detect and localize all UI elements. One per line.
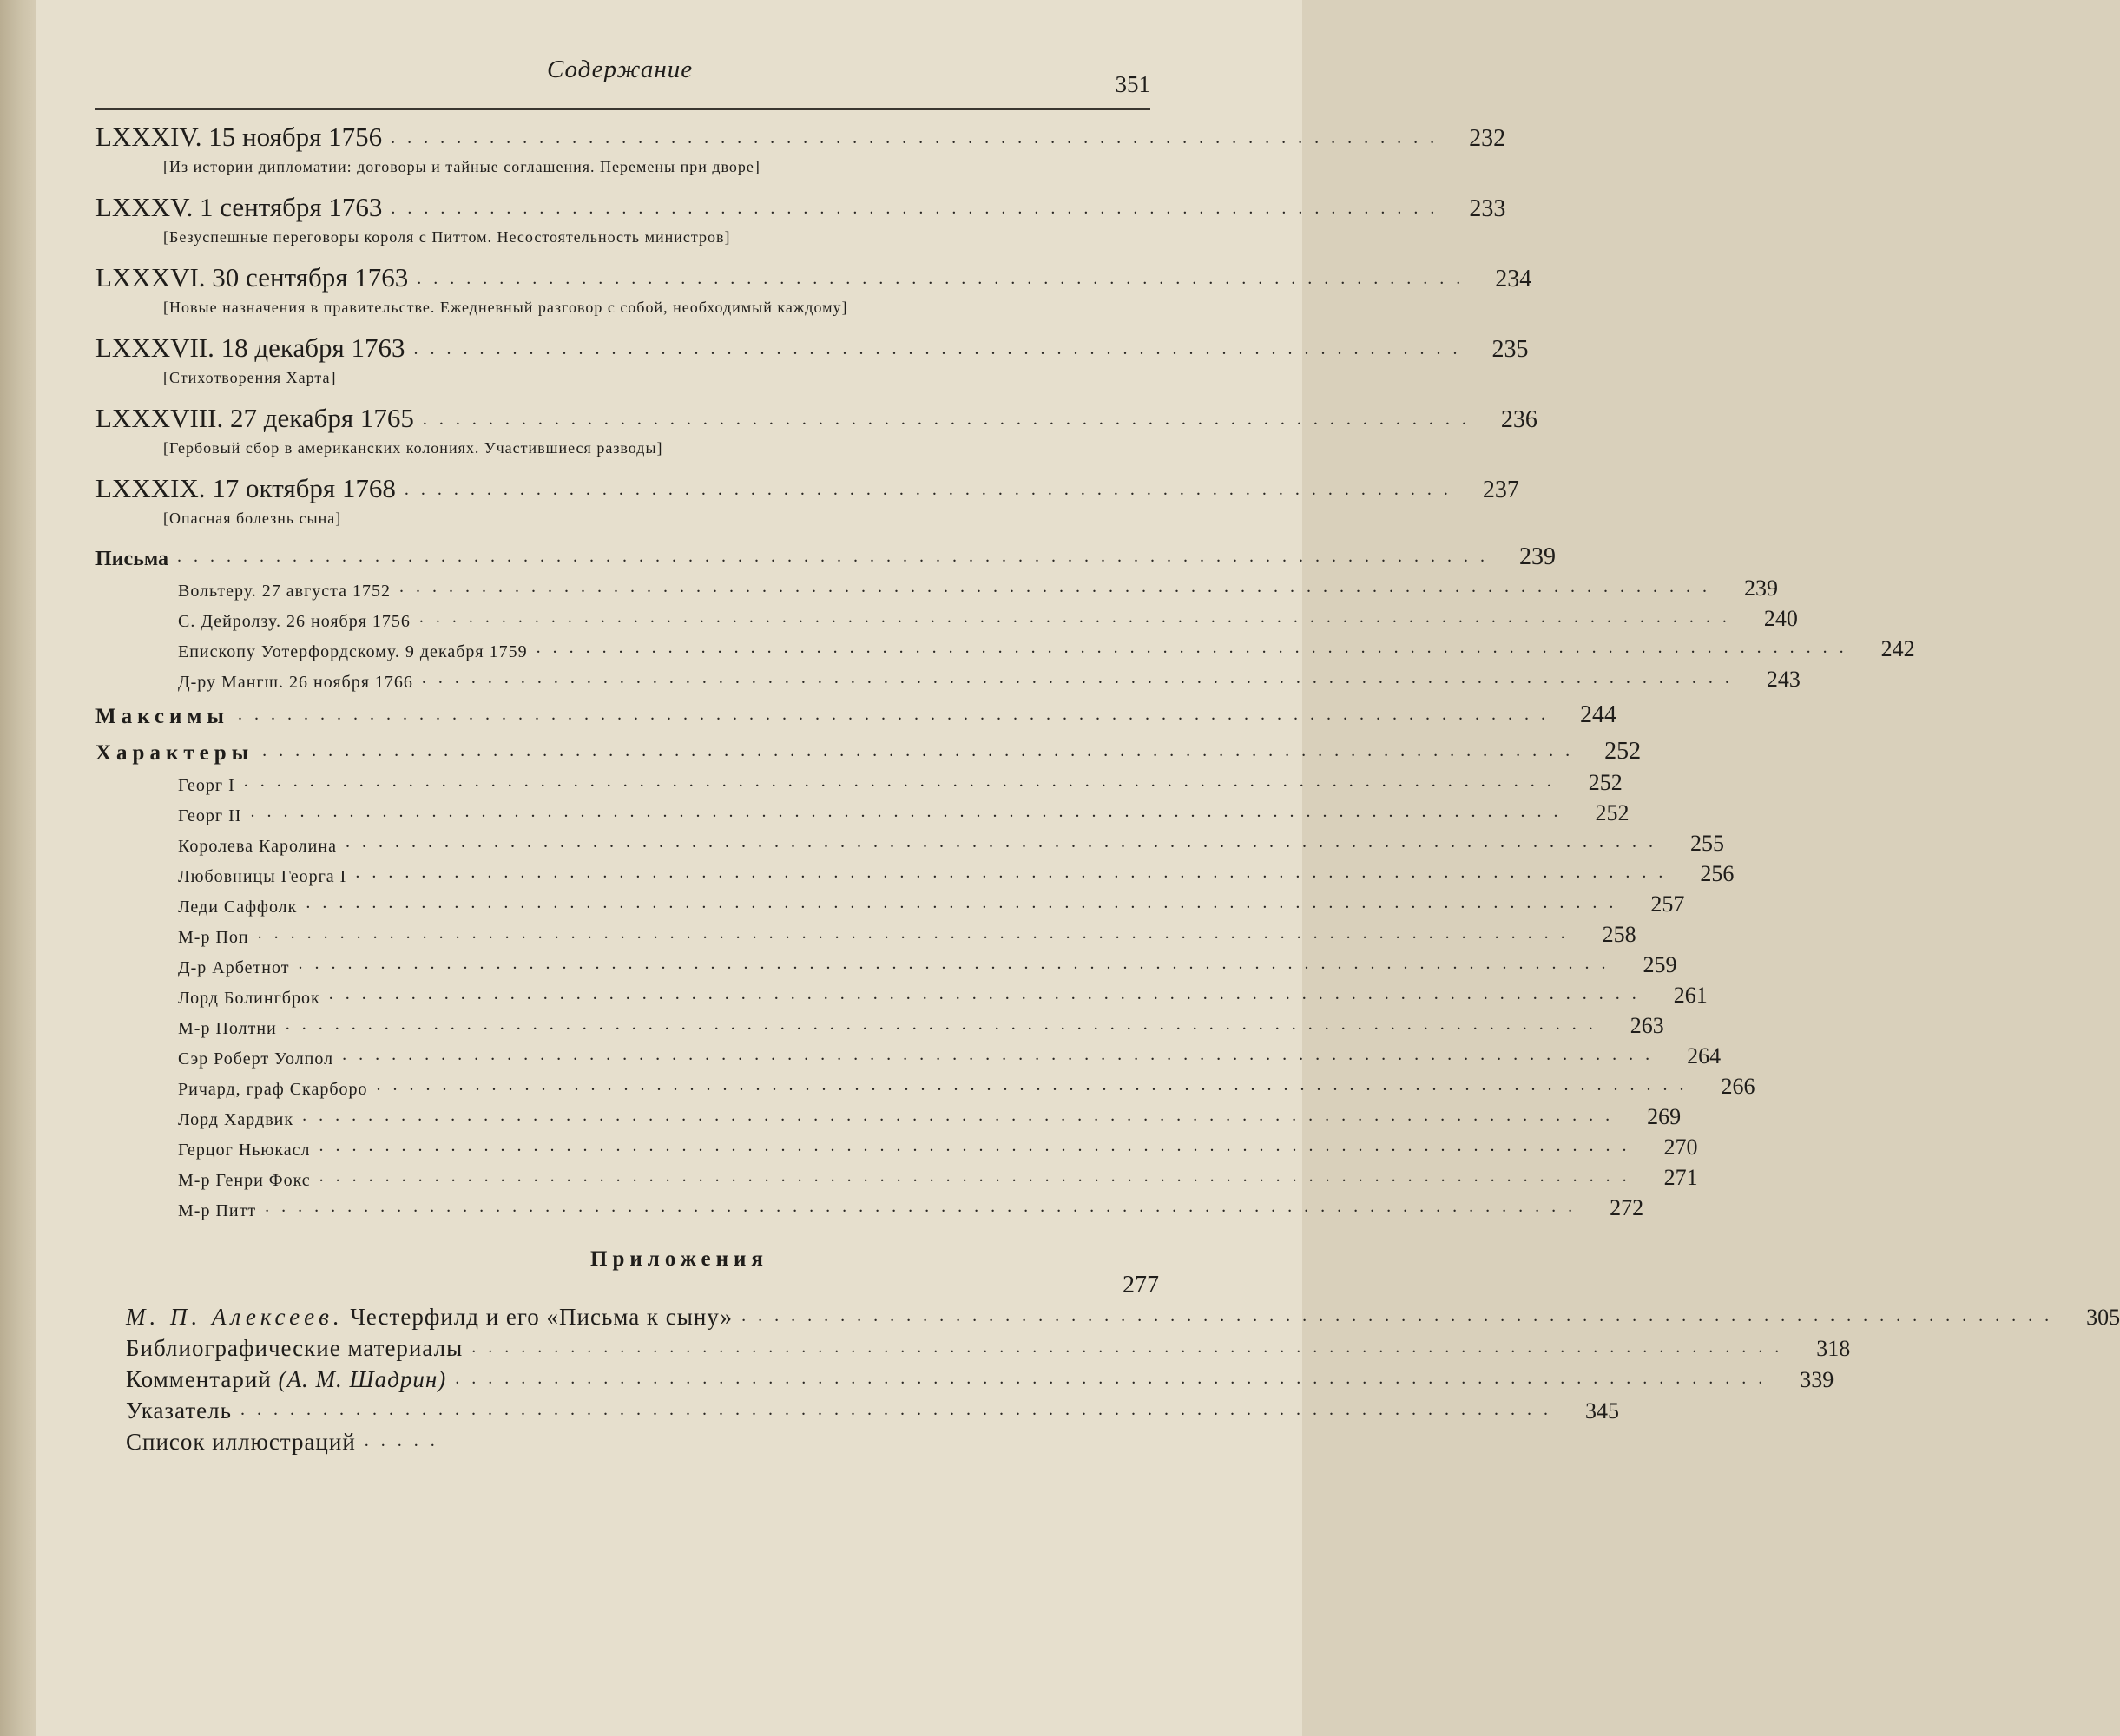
letter-title: LXXXV. 1 сентября 1763 [95,192,383,222]
subentry-page: 266 [1721,1074,1755,1099]
toc-subentry [178,571,1779,602]
letter-page: 234 [1495,266,1532,293]
appendix-title: Честерфилд и его «Письма к сыну» [350,1304,734,1330]
subentry-page: 239 [1744,575,1779,601]
toc-appendix-entry [126,1299,2120,1331]
dot-leader: ................................................................ [391,199,1447,218]
toc-subentry [178,1039,1722,1069]
subentry-title: М-р Полтни [178,1019,277,1038]
toc-appendix-entry [126,1362,1834,1393]
toc-subentry [178,1161,1698,1191]
toc-subentry [178,662,1801,693]
dot-leader: ................................................................................ [342,1045,1662,1064]
dot-leader: ................................................................................ [237,705,1557,724]
dot-leader: ................................................................................ [306,893,1626,912]
subentry-page: 258 [1602,922,1636,947]
dot-leader: ................................................................................ [298,954,1618,973]
appendix-page: 339 [1800,1367,1834,1392]
subentry-title: Епископу Уотерфордскому. 9 декабря 1759 [178,642,528,661]
toc-subentry [178,1100,1682,1130]
dot-leader: ................................................................................ [302,1106,1623,1125]
toc-subentry [178,1009,1664,1039]
appendix-title: Указатель [126,1397,232,1424]
letter-page: 232 [1469,125,1506,152]
appendix-heading: Приложения [590,1247,768,1271]
toc-subentry [178,978,1708,1009]
dot-leader: ................................................................ [404,480,1460,499]
section-title: Характеры [95,741,254,765]
letter-title: LXXXVIII. 27 декабря 1765 [95,403,414,433]
toc-letter-entry [95,403,1537,457]
book-binding-shadow [0,0,36,1736]
subentry-title: Леди Саффолк [178,898,298,917]
letter-title: LXXXVI. 30 сентября 1763 [95,262,409,293]
subentry-title: Георг I [178,776,235,795]
subentry-title: Королева Каролина [178,837,337,856]
dot-leader: ................................................................................ [285,1015,1605,1034]
toc-subentry [178,602,1798,632]
dot-leader: ................................................................................ [250,802,1570,821]
dot-leader: ................................................................ [422,410,1478,429]
letter-title: LXXXIV. 15 ноября 1756 [95,122,383,152]
section-title: Максимы [95,705,229,728]
dot-leader: ................................................................................ [741,1306,2062,1325]
letter-summary: [Гербовый сбор в американских колониях. Участившиеся разводы] [163,439,663,457]
subentry-page: 271 [1663,1165,1698,1190]
appendix-first-page: 277 [1123,1272,1159,1299]
toc-letter-entry [95,192,1506,247]
section-page: 244 [1579,701,1616,728]
toc-subentry [178,632,1915,662]
toc-subentry [178,796,1630,826]
toc-letter-entry [95,122,1506,176]
letter-page: 237 [1482,477,1519,503]
subentry-title: М-р Генри Фокс [178,1171,311,1190]
toc-subentry [178,826,1724,857]
toc-appendix-entry [126,1393,1619,1424]
section-title: Письма [95,548,169,570]
appendix-author: (А. М. Шадрин) [278,1366,447,1392]
toc-letter-entry [95,262,1532,317]
dot-leader: ................................................................................ [421,668,1741,687]
subentry-page: 264 [1687,1043,1722,1069]
dot-leader: ................................................................................ [345,832,1665,852]
toc-subentry [178,887,1685,917]
subentry-page: 270 [1663,1134,1698,1160]
subentry-title: М-р Питт [178,1201,257,1220]
toc-subentry [178,1191,1644,1221]
section-page: 252 [1604,738,1642,765]
appendix-entry-text [126,1366,446,1393]
subentry-title: Д-ру Мангш. 26 ноября 1766 [178,673,413,692]
appendix-author: М. П. Алексеев. [126,1304,344,1330]
appendix-page: 305 [2086,1305,2120,1330]
dot-leader: ................................................................................ [262,741,1583,760]
section-page: 239 [1519,543,1557,570]
subentry-title: Лорд Хардвик [178,1110,294,1129]
dot-leader: ................................................................ [413,339,1470,358]
dot-leader: ................................................................................ [319,1136,1639,1155]
dot-leader: ................................................................................ [376,1075,1696,1095]
toc-appendix-entry [126,1331,1851,1362]
toc-section-characters [95,738,1642,766]
letter-summary: [Опасная болезнь сына] [163,510,342,527]
letter-summary: [Безуспешные переговоры короля с Питтом. Несостоятельность министров] [163,228,731,246]
letter-summary: [Новые назначения в правительстве. Ежедневный разговор с собой, необходимый каждому] [163,299,848,316]
appendix-page: 318 [1816,1336,1851,1361]
dot-leader: ................................................................................ [418,608,1739,627]
appendix-title: Список иллюстраций [126,1429,356,1455]
dot-leader: ................................................................................ [471,1338,1792,1357]
toc-section-letters [95,543,1557,571]
subentry-title: Д-р Арбетнот [178,958,290,977]
letter-page: 236 [1500,406,1537,433]
toc-appendix-entry [126,1424,1159,1456]
dot-leader: ................................................................................ [265,1197,1585,1216]
running-head-title: Содержание [547,56,694,83]
dot-leader: ................................................................................ [243,772,1564,791]
subentry-page: 259 [1643,952,1677,977]
subentry-page: 263 [1630,1013,1664,1038]
dot-leader: ................................................................................ [455,1369,1775,1388]
page-number: 351 [1115,71,1150,97]
appendix-entry-text [126,1304,733,1331]
toc-subentry [178,766,1623,796]
subentry-title: Любовницы Георга I [178,867,347,886]
subentry-page: 255 [1689,831,1724,856]
dot-leader: ................................................................ [391,128,1447,148]
subentry-page: 240 [1763,606,1798,631]
appendix-page: 345 [1584,1398,1619,1424]
toc-letter-entry [95,332,1529,387]
letter-title: LXXXVII. 18 декабря 1763 [95,332,405,363]
page-header [95,54,1150,110]
subentry-page: 252 [1588,770,1623,795]
subentry-page: 257 [1650,891,1685,917]
dot-leader: ................................................................................ [399,577,1720,596]
subentry-page: 252 [1595,800,1630,825]
subentry-page: 269 [1647,1104,1682,1129]
dot-leader: ................................................................................ [177,547,1498,566]
toc-subentry [178,1130,1698,1161]
toc-subentry [178,948,1677,978]
letter-page: 233 [1469,195,1506,222]
subentry-title: Ричард, граф Скарборо [178,1080,368,1099]
dot-leader: ................................................................................ [257,924,1577,943]
dot-leader: ................................................................................ [328,984,1649,1003]
toc-section-maxims [95,701,1616,729]
toc-subentry [178,917,1636,948]
subentry-title: Георг II [178,806,242,825]
letter-page: 235 [1491,336,1529,363]
dot-leader: ................................................................ [417,269,1473,288]
toc-subentry [178,857,1735,887]
subentry-title: Сэр Роберт Уолпол [178,1049,334,1069]
appendix-title: Библиографические материалы [126,1335,464,1361]
letter-summary: [Стихотворения Харта] [163,369,337,386]
table-of-contents [95,122,2120,1456]
toc-letter-entry [95,473,1519,528]
letter-title: LXXXIX. 17 октября 1768 [95,473,396,503]
subentry-title: Вольтеру. 27 августа 1752 [178,582,392,601]
appendix-title: Комментарий [126,1366,272,1392]
subentry-page: 243 [1766,667,1801,692]
dot-leader: ................................................................................ [536,638,1856,657]
dot-leader: ................................................................................ [319,1167,1639,1186]
subentry-page: 261 [1673,983,1708,1008]
dot-leader: ................................................................................ [240,1400,1560,1419]
subentry-title: М-р Поп [178,928,249,947]
dot-leader: ..... [364,1431,447,1450]
subentry-title: Лорд Болингброк [178,989,320,1008]
letter-summary: [Из истории дипломатии: договоры и тайные соглашения. Перемены при дворе] [163,158,760,175]
dot-leader: ................................................................................ [355,863,1676,882]
subentry-page: 256 [1700,861,1735,886]
toc-subentry [178,1069,1755,1100]
subentry-title: Герцог Ньюкасл [178,1141,311,1160]
subentry-title: С. Дейролзу. 26 ноября 1756 [178,612,411,631]
subentry-page: 272 [1610,1195,1644,1220]
subentry-page: 242 [1880,636,1915,661]
